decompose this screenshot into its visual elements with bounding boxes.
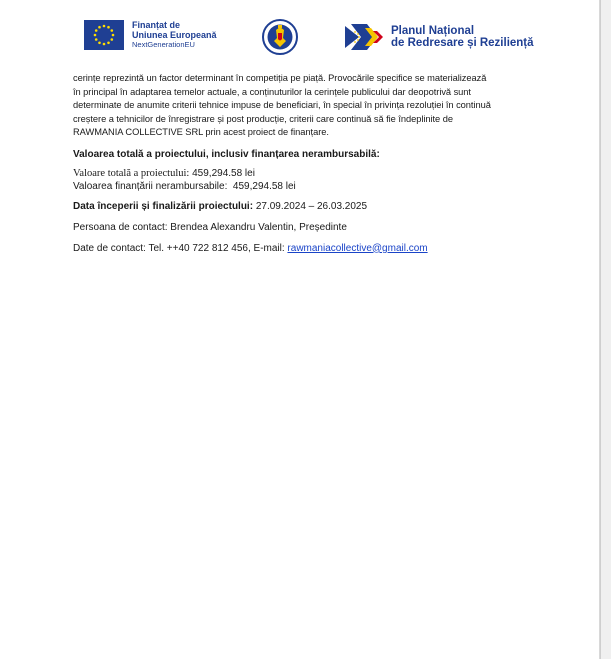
contact-details-label: Date de contact: (73, 242, 146, 254)
project-description-paragraph (73, 72, 543, 140)
project-value-heading: Valoarea totală a proiectului, inclusiv finanțarea nerambursabilă: (73, 148, 380, 160)
eu-flag-icon (84, 20, 124, 50)
paragraph-line: determinate de anumite criterii tehnice impuse de beneficiari, în special în privința rezoluției în continuă (73, 100, 491, 110)
project-dates-label: Data începerii și finalizării proiectului: (73, 200, 254, 212)
paragraph-line: în principal în adaptarea temelor actuale, a conținuturilor la cerințele publicului dar deopotrivă sunt (73, 86, 471, 97)
paragraph-line: cerințe reprezintă un factor determinant în competiția pe piață. Provocările specifice se materializează (73, 73, 487, 83)
total-value-row (73, 168, 543, 179)
pnrr-flag-mark-icon (345, 24, 385, 50)
grant-value-label: Valoarea finanțării nerambursabile: (73, 180, 228, 192)
pnrr-logo-line1: Planul Național (391, 25, 475, 37)
paragraph-line: RAWMANIA COLLECTIVE SRL prin acest proiect de finanțare. (73, 127, 329, 137)
pnrr-logo (345, 24, 534, 50)
grant-value-row (73, 181, 543, 192)
contact-person-label: Persoana de contact: (73, 221, 168, 233)
total-value-label: Valoare totală a proiectului: (73, 167, 190, 179)
pnrr-logo-line2: de Redresare și Reziliență (391, 37, 534, 49)
contact-person-row (73, 222, 543, 233)
paragraph-line: creștere a tehnicilor de înregistrare și post producție, criterii care continuă să fie îndeplinite de (73, 113, 453, 124)
total-value-amount: 459,294.58 lei (192, 167, 255, 179)
grant-value-amount: 459,294.58 lei (232, 180, 296, 192)
contact-person-value: Brendea Alexandru Valentin, Președinte (170, 221, 347, 233)
viewer-scrollbar[interactable] (600, 0, 611, 659)
eu-funding-logo (84, 20, 217, 50)
eu-logo-line2: Uniunea Europeană (132, 30, 217, 40)
project-dates-value: 27.09.2024 – 26.03.2025 (255, 200, 368, 212)
contact-email-link[interactable]: rawmaniacollective@gmail.com (287, 242, 428, 254)
eu-logo-line3: NextGenerationEU (132, 40, 195, 49)
contact-phone: Tel. ++40 722 812 456, E-mail: (148, 242, 285, 254)
romanian-government-emblem-icon (262, 18, 298, 56)
project-dates-row (73, 201, 543, 212)
contact-details-row (73, 243, 543, 254)
document-body (73, 72, 543, 254)
eu-logo-line1: Finanțat de (132, 20, 181, 30)
